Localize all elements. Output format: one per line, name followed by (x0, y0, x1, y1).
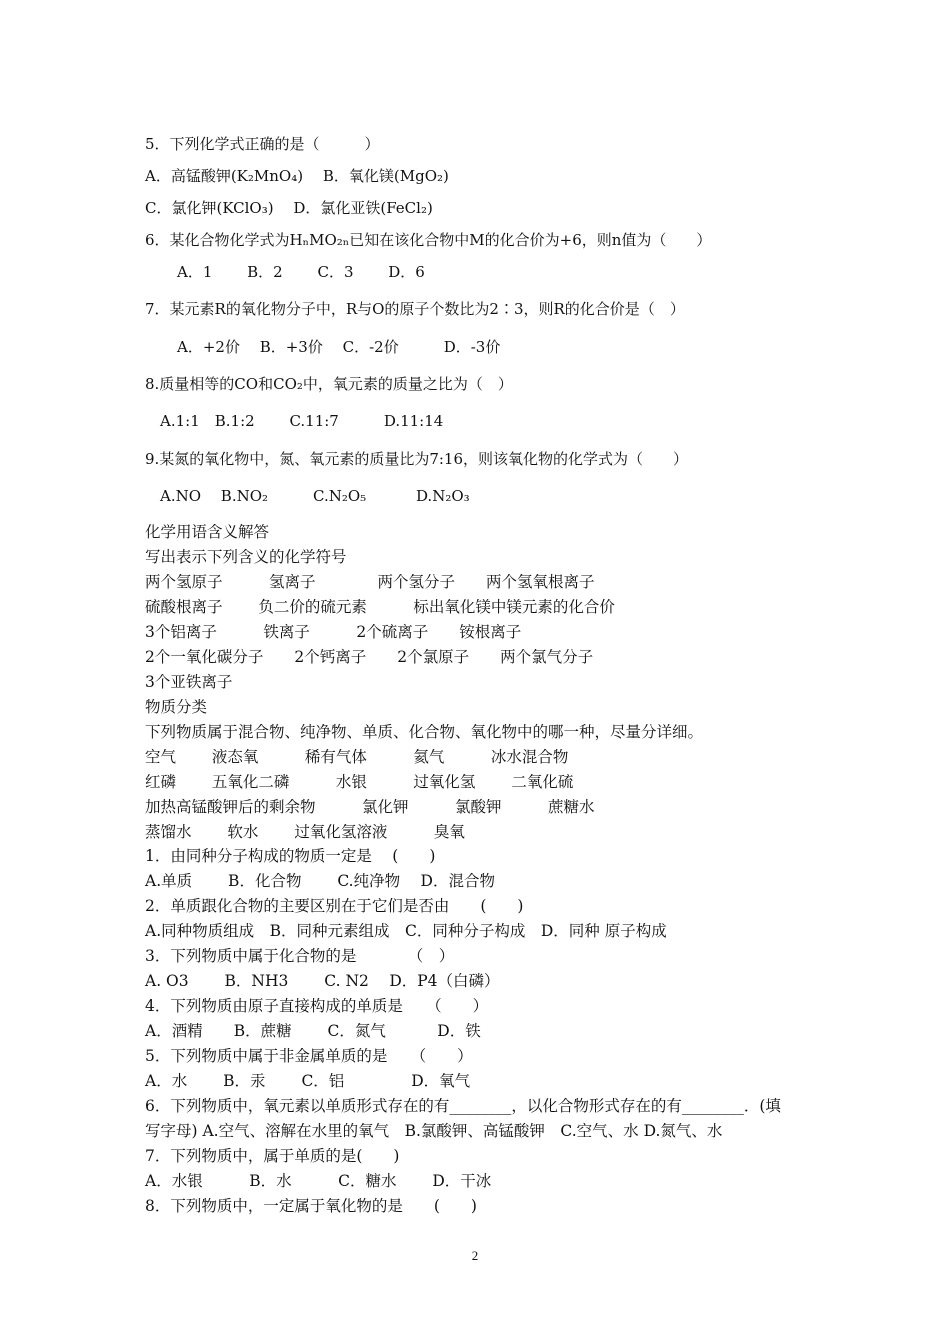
question-8-stem: 8.质量相等的CO和CO₂中，氧元素的质量之比为（ ） (145, 375, 513, 393)
mc-options-4: A．酒精 B．蔗糖 C．氮气 D．铁 (145, 1022, 481, 1040)
question-6-options: A．1 B．2 C．3 D．6 (177, 263, 425, 281)
fill-question-6-line-1: 6．下列物质中，氧元素以单质形式存在的有________，以化合物形式存在的有________．(填 (145, 1097, 781, 1115)
question-5-options-cd: C．氯化钾(KClO₃) D．氯化亚铁(FeCl₂) (145, 199, 433, 217)
question-9-options: A.NO B.NO₂ C.N₂O₅ D.N₂O₃ (160, 487, 470, 505)
question-7-options: A．+2价 B．+3价 C．-2价 D．-3价 (177, 338, 501, 356)
mc-question-5: 5．下列物质中属于非金属单质的是 （ ） (145, 1047, 473, 1065)
question-8-options: A.1:1 B.1:2 C.11:7 D.11:14 (160, 412, 444, 430)
question-9-stem: 9.某氮的氧化物中，氮、氧元素的质量比为7:16，则该氧化物的化学式为（ ） (145, 450, 688, 468)
mc-question-7: 7．下列物质中，属于单质的是( ) (145, 1147, 400, 1165)
symbols-row-5: 3个亚铁离子 (145, 673, 233, 691)
heading-chemical-terms: 化学用语含义解答 (145, 523, 270, 541)
instruction-classify: 下列物质属于混合物、纯净物、单质、化合物、氧化物中的哪一种，尽量分详细。 (145, 723, 704, 741)
question-5-options-ab: A．高锰酸钾(K₂MnO₄) B．氧化镁(MgO₂) (145, 167, 449, 185)
page-number: 2 (471, 1248, 479, 1263)
substances-row-4: 蒸馏水 软水 过氧化氢溶液 臭氧 (145, 823, 465, 841)
mc-options-5: A．水 B．汞 C．铝 D．氧气 (145, 1072, 471, 1090)
mc-options-3: A. O3 B．NH3 C. N2 D．P4（白磷） (145, 972, 500, 990)
symbols-row-3: 3个铝离子 铁离子 2个硫离子 铵根离子 (145, 623, 522, 641)
mc-question-3: 3．下列物质中属于化合物的是 （ ） (145, 947, 455, 965)
heading-classification: 物质分类 (145, 698, 208, 716)
mc-options-2: A.同种物质组成 B．同种元素组成 C．同种分子构成 D．同种 原子构成 (145, 922, 667, 940)
substances-row-3: 加热高锰酸钾后的剩余物 氯化钾 氯酸钾 蔗糖水 (145, 798, 595, 816)
mc-options-1: A.单质 B．化合物 C.纯净物 D．混合物 (145, 872, 495, 890)
substances-row-1: 空气 液态氧 稀有气体 氦气 冰水混合物 (145, 748, 569, 766)
question-5-stem: 5．下列化学式正确的是（ ） (145, 135, 380, 153)
question-6-stem: 6．某化合物化学式为HₙMO₂ₙ已知在该化合物中M的化合价为+6，则n值为（ ） (145, 231, 712, 249)
instruction-write-symbols: 写出表示下列含义的化学符号 (145, 548, 347, 566)
symbols-row-4: 2个一氧化碳分子 2个钙离子 2个氯原子 两个氯气分子 (145, 648, 594, 666)
mc-question-2: 2．单质跟化合物的主要区别在于它们是否由 ( ) (145, 897, 524, 915)
mc-options-7: A．水银 B．水 C．糖水 D．干冰 (145, 1172, 492, 1190)
mc-question-4: 4．下列物质由原子直接构成的单质是 （ ） (145, 997, 489, 1015)
question-7-stem: 7．某元素R的氧化物分子中，R与O的原子个数比为2∶3，则R的化合价是（ ） (145, 300, 685, 318)
fill-question-6-line-2: 写字母) A.空气、溶解在水里的氧气 B.氯酸钾、高锰酸钾 C.空气、水 D.氮气、水 (145, 1122, 723, 1140)
substances-row-2: 红磷 五氧化二磷 水银 过氧化氢 二氧化硫 (145, 773, 574, 791)
symbols-row-2: 硫酸根离子 负二价的硫元素 标出氧化镁中镁元素的化合价 (145, 598, 615, 616)
mc-question-1: 1．由同种分子构成的物质一定是 ( ) (145, 847, 436, 865)
mc-question-8: 8．下列物质中，一定属于氧化物的是 ( ) (145, 1197, 477, 1215)
symbols-row-1: 两个氢原子 氢离子 两个氢分子 两个氢氧根离子 (145, 573, 595, 591)
